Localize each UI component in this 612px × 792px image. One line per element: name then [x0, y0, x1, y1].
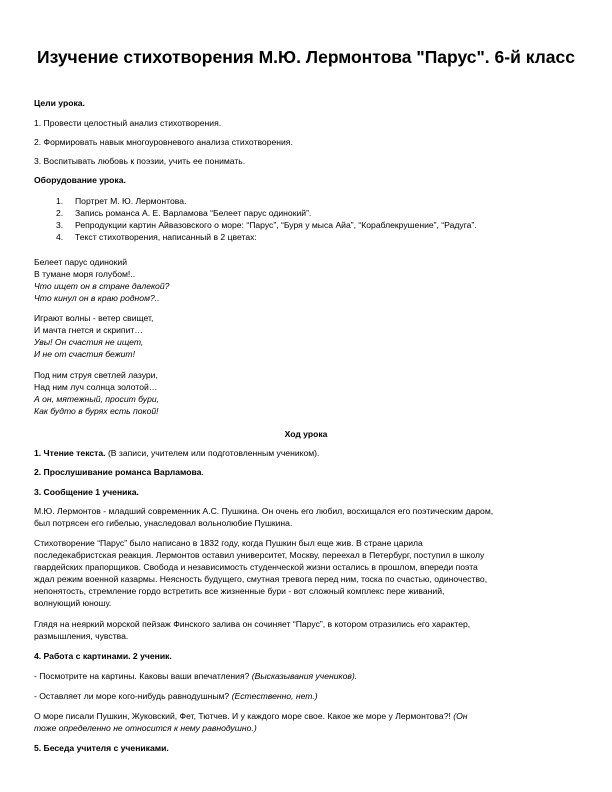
paragraph-line: гвардейских прапорщиков. Свобода и независимость студенческой жизни остались в прошлом, впереди поэта — [34, 562, 478, 572]
paragraph-line: М.Ю. Лермонтов - младший современник А.С. Пушкина. Он очень его любил, восхищался его поэтическим даром, — [34, 506, 494, 516]
lesson-step-2: 2. Прослушивание романса Варламова. — [34, 467, 204, 477]
lesson-step-1: 1. Чтение текста. (В записи, учителем или подготовленным учеником). — [34, 448, 320, 458]
poem-line: Под ним струя светлей лазури, — [34, 370, 158, 380]
lesson-heading: Ход урока — [284, 429, 328, 439]
poem-line: А он, мятежный, просит бури, — [34, 394, 160, 404]
paragraph-line: Стихотворение “Парус” было написано в 1832 году, когда Пушкин был еще жив. В стране царила — [34, 538, 423, 548]
goal-item: 3. Воспитывать любовь к поэзии, учить ее понимать. — [34, 156, 246, 166]
goal-item: 1. Провести целостный анализ стихотворения. — [34, 118, 222, 128]
list-number: 2. — [56, 208, 64, 218]
lesson-step-4: 4. Работа с картинами. 2 ученик. — [34, 651, 172, 661]
poem-line: Увы! Он счастия не ищет, — [34, 337, 144, 347]
lesson-step-5: 5. Беседа учителя с учениками. — [34, 743, 169, 753]
paragraph-line: волнующий юношу. — [34, 598, 112, 608]
poem-line: Белеет парус одинокий — [34, 257, 128, 267]
equipment-item: Портрет М. Ю. Лермонтова. — [75, 196, 187, 206]
poem-line: Как будто в бурях есть покой! — [34, 406, 159, 416]
page-title: Изучение стихотворения М.Ю. Лермонтова "Парус". 6-й класс — [36, 47, 575, 67]
lesson-step-3: 3. Сообщение 1 ученика. — [34, 487, 139, 497]
poem-line: В тумане моря голубом!.. — [34, 269, 136, 279]
poem-line: Что кинул он в краю родном?.. — [34, 293, 160, 303]
poem-line: И не от счастия бежит! — [34, 349, 135, 359]
poem-line: Что ищет он в стране далекой? — [34, 281, 170, 291]
paragraph-line: был потрясен его гибелью, унаследовал вольнолюбие Пушкина. — [34, 518, 293, 528]
question-line: - Оставляет ли море кого-нибудь равнодушным? (Естественно, нет.) — [34, 691, 318, 701]
goal-item: 2. Формировать навык многоуровневого анализа стихотворения. — [34, 137, 293, 147]
paragraph-line: Глядя на неяркий морской пейзаж Финского залива он сочиняет “Парус”, в котором отразились его характер, — [34, 619, 471, 629]
equipment-item: Запись романса А. Е. Варламова “Белеет парус одинокий”. — [75, 208, 312, 218]
paragraph-line: непонятость, стремление гордо встретить все жизненные бури - вот сложный комплекс пере живаний, — [34, 586, 445, 596]
paragraph-line: размышления, чувства. — [34, 631, 129, 641]
equipment-item: Репродукции картин Айвазовского о море: “Парус”, “Буря у мыса Айа”, “Кораблекрушение”, “Радуга”. — [75, 220, 477, 230]
poem-line: Играют волны - ветер свищет, — [34, 313, 154, 323]
paragraph-line: О море писали Пушкин, Жуковский, Фет, Тютчев. И у каждого море свое. Какое же море у Лермонтова?! (Он — [34, 711, 468, 721]
poem-line: И мачта гнется и скрипит… — [34, 325, 143, 335]
question-line: - Посмотрите на картины. Каковы ваши впечатления? (Высказывания учеников). — [34, 671, 358, 681]
list-number: 3. — [56, 220, 64, 230]
list-number: 1. — [56, 196, 64, 206]
goals-heading: Цели урока. — [34, 98, 85, 108]
equipment-item: Текст стихотворения, написанный в 2 цветах: — [75, 232, 257, 242]
equipment-heading: Оборудование урока. — [34, 175, 126, 185]
poem-line: Над ним луч солнца золотой… — [34, 382, 158, 392]
list-number: 4. — [56, 232, 64, 242]
paragraph-line: ждал режим военной казармы. Неясность будущего, смутная тревога перед ним, тоска по счастью, одиночество, — [34, 574, 488, 584]
paragraph-line: последекабристская реакция. Лермонтов оставил университет, Москву, переехал в Петербург, поступил в школу — [34, 550, 485, 560]
paragraph-line: тоже определенно не относится к нему равнодушно.) — [34, 723, 257, 733]
